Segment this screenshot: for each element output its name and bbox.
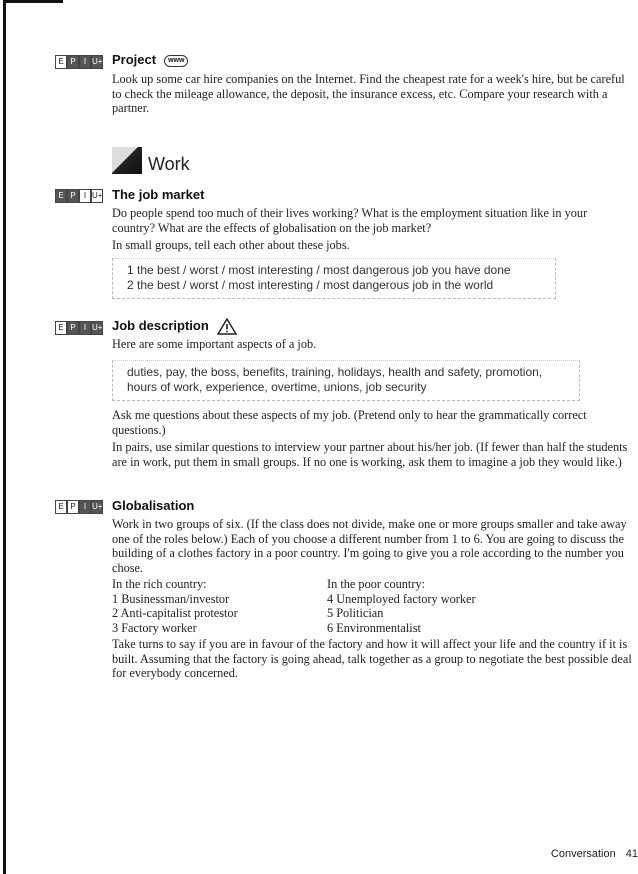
list-item: 5 Politician [327, 606, 384, 620]
job-description-intro: Here are some important aspects of a job. [112, 337, 317, 352]
list-item: 1 the best / worst / most interesting / most dangerous job you have done [127, 263, 511, 277]
www-icon: www [164, 55, 188, 67]
poor-country-column [327, 577, 542, 635]
job-market-section [112, 187, 632, 253]
project-section [112, 52, 632, 116]
globalisation-p2: Take turns to say if you are in favour of the factory and how it will affect your life and the country if it is built. Assuming that the factory is going ahead, talk together as a group to negotiate the best possible deal for everybody concerned. [112, 637, 632, 680]
globalisation-title: Globalisation [112, 498, 195, 513]
section-marker-icon [112, 147, 142, 174]
level-indicator [55, 321, 103, 335]
level-e: E [55, 500, 67, 514]
project-text: Look up some car hire companies on the Internet. Find the cheapest rate for a week's hire, but be careful to check the mileage allowance, the deposit, the insurance excess, etc. Compare your research with a partner. [112, 72, 625, 115]
section-title [112, 318, 632, 335]
roles-table [112, 577, 632, 635]
level-indicator [55, 55, 103, 69]
level-e: E [55, 55, 67, 69]
level-u: U+ [91, 500, 103, 514]
list-item: 2 Anti-capitalist protestor [112, 606, 238, 620]
work-title: Work [148, 154, 190, 174]
list-item: 3 Factory worker [112, 620, 197, 635]
level-u: U+ [91, 189, 103, 203]
aspects-list: duties, pay, the boss, benefits, training, holidays, health and safety, promotion, hours of work, experience, overtime, unions, job security [127, 365, 543, 394]
job-description-title: Job description [112, 318, 209, 333]
section-title [112, 52, 632, 67]
project-title: Project [112, 52, 157, 67]
job-market-title: The job market [112, 187, 205, 202]
list-item: 4 Unemployed factory worker [327, 591, 476, 606]
work-heading [112, 147, 190, 174]
page-footer [438, 848, 638, 860]
job-description-p1: Ask me questions about these aspects of my job. (Pretend only to hear the grammatically correct questions.) [112, 408, 587, 437]
level-i: I [79, 55, 91, 69]
list-item: 6 Environmentalist [327, 620, 421, 635]
level-u: U+ [91, 55, 103, 69]
level-indicator [55, 189, 103, 203]
level-u: U+ [91, 321, 103, 335]
list-item: 1 Businessman/investor [112, 591, 230, 606]
job-description-section [112, 318, 632, 352]
level-e: E [55, 321, 67, 335]
rich-country-column [112, 577, 327, 635]
globalisation-p1: Work in two groups of six. (If the class does not divide, make one or more groups smaller and take away one of the roles below.) Each of you choose a different number from 1 to 6. You are going to discuss the building of a clothes factory in a poor country. I'm going to give you a role according to the number you chose. [112, 517, 627, 575]
warning-icon [217, 318, 237, 335]
level-i: I [79, 321, 91, 335]
job-market-p1: Do people spend too much of their lives working? What is the employment situation like in your country? What are the effects of globalisation on the job market? [112, 206, 588, 235]
job-list-box [112, 258, 556, 299]
level-e: E [55, 189, 67, 203]
corner-mark [3, 0, 63, 3]
globalisation-section [112, 498, 632, 681]
footer-section: Conversation [550, 848, 616, 860]
level-p: P [67, 55, 79, 69]
rich-heading: In the rich country: [112, 577, 207, 591]
level-i: I [79, 500, 91, 514]
page-number: 41 [625, 848, 638, 860]
level-p: P [67, 321, 79, 335]
job-market-p2: In small groups, tell each other about these jobs. [112, 238, 350, 252]
level-i: I [79, 189, 91, 203]
level-p: P [67, 500, 79, 514]
job-description-body [112, 408, 632, 469]
poor-heading: In the poor country: [327, 577, 426, 591]
level-indicator [55, 500, 103, 514]
aspects-box [112, 360, 580, 401]
job-description-p2: In pairs, use similar questions to interview your partner about his/her job. (If fewer than half the students are in work, put them in small groups. If no one is working, ask them to imagine a job they would like.) [112, 440, 628, 469]
list-item: 2 the best / worst / most interesting / most dangerous job in the world [127, 277, 494, 292]
level-p: P [67, 189, 79, 203]
page-edge-rule [3, 0, 6, 874]
